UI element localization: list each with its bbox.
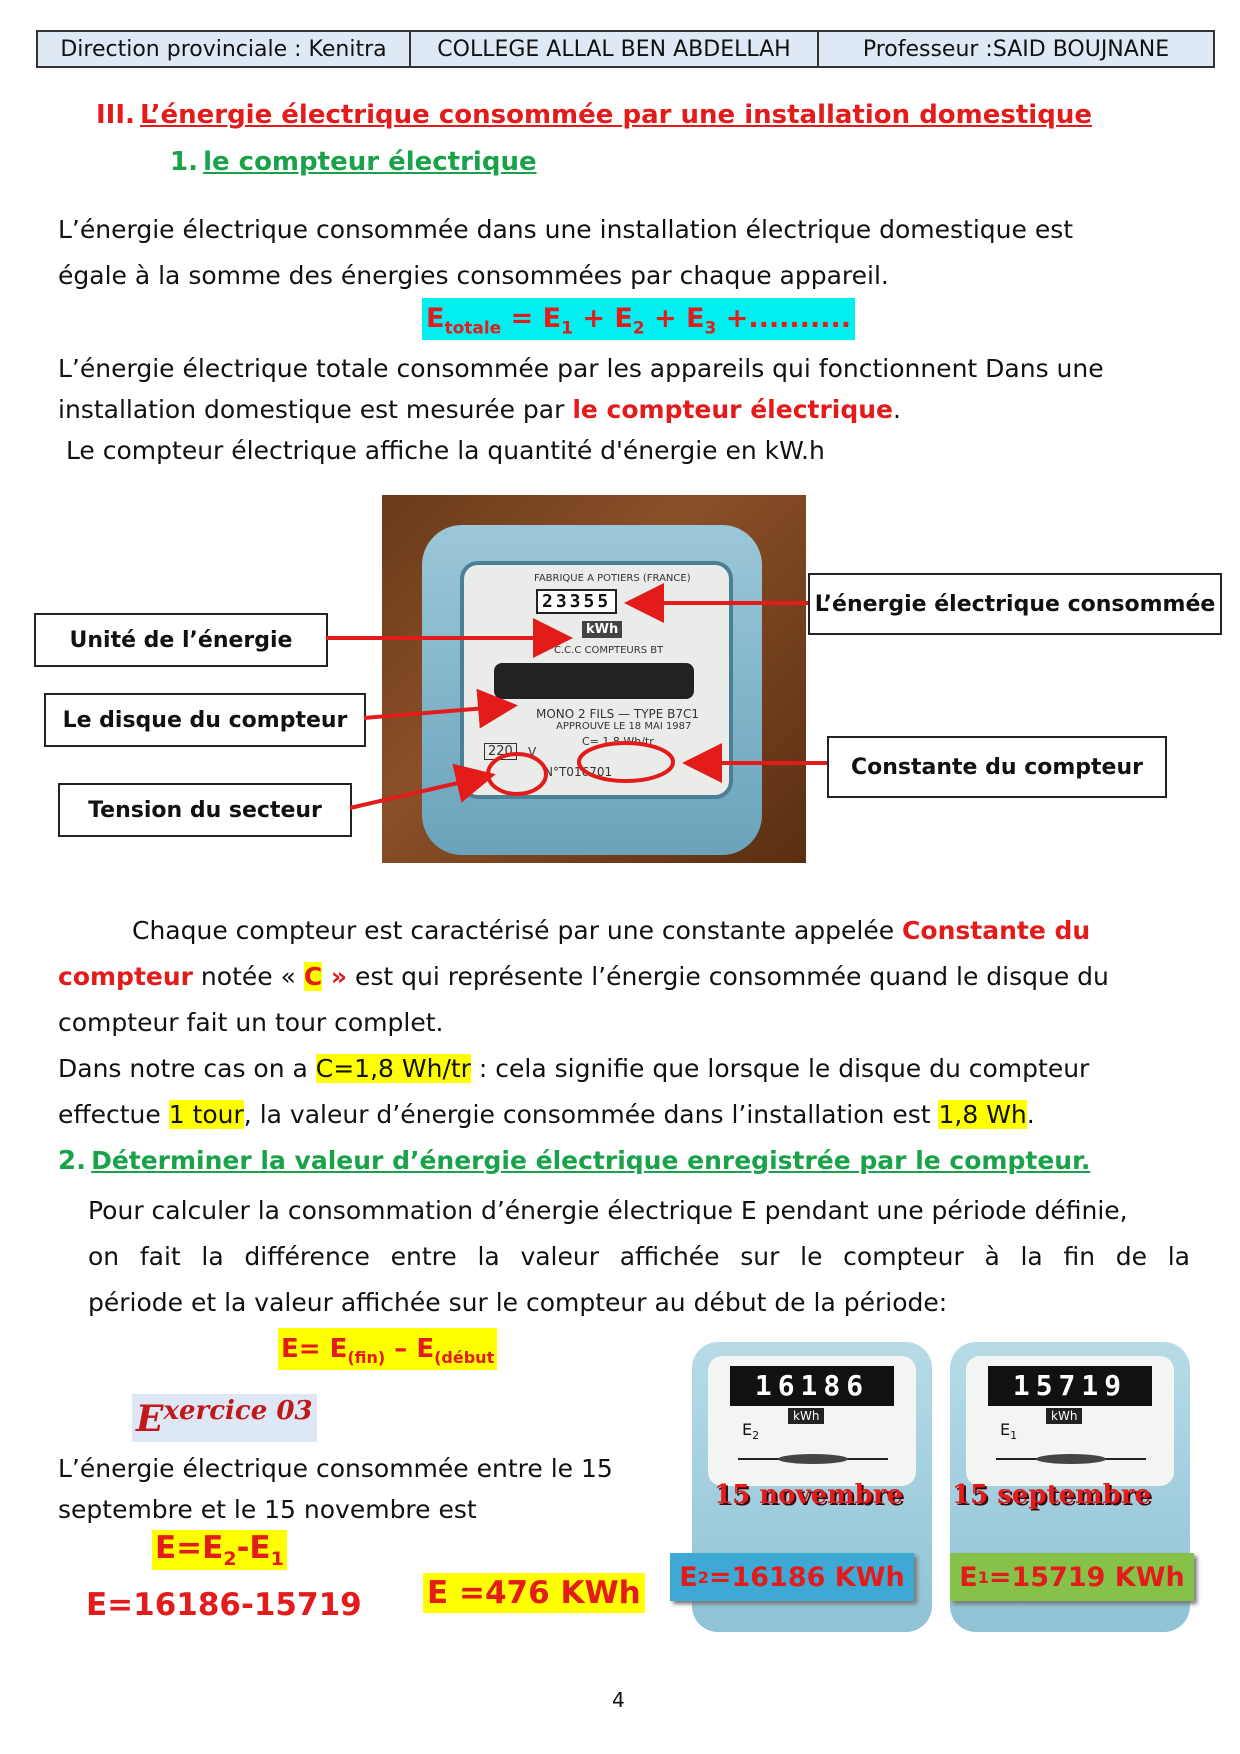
section-number: III.	[96, 100, 135, 130]
paragraph-4	[88, 1188, 1190, 1326]
result-value: E =476 KWh	[423, 1573, 645, 1613]
exercise-text-line-2: septembre et le 15 novembre est	[58, 1495, 477, 1524]
paragraph-1-line-2: égale à la somme des énergies consommées par chaque appareil.	[58, 261, 889, 290]
paragraph-3	[58, 908, 1109, 1138]
total-energy-formula: $E_{totale} = E_1 + E_2 + E_3$ +..........	[422, 298, 855, 340]
paragraph-3-line-4: Dans notre cas on a C=1,8 Wh/tr : cela signifie que lorsque le disque du compteur	[58, 1054, 1090, 1083]
label-mains-voltage: Tension du secteur	[58, 783, 352, 837]
paragraph-4-line-1: Pour calculer la consommation d’énergie électrique E pendant une période définie,	[88, 1196, 1128, 1225]
arrow-meter-disc	[364, 706, 510, 718]
paragraph-2-line-1: L’énergie électrique totale consommée par les appareils qui fonctionnent Dans une	[58, 354, 1104, 383]
page-number: 4	[612, 1688, 625, 1712]
result-formula-numeric: E=16186-15719	[86, 1587, 362, 1623]
label-energy-consumed: L’énergie électrique consommée	[808, 573, 1222, 635]
date-november: 15 novembre	[714, 1480, 904, 1510]
meter-november-counter: 16186	[730, 1366, 894, 1406]
paragraph-4-line-2: on fait la différence entre la valeur affichée sur le compteur à la fin de la	[88, 1242, 1190, 1271]
label-meter-constant: Constante du compteur	[827, 736, 1167, 798]
header-professor: Professeur :SAID BOUJNANE	[862, 36, 1170, 62]
header-direction: Direction provinciale : Kenitra	[38, 32, 411, 66]
energy-box-e1: E 1 =15719 KWh	[950, 1553, 1194, 1601]
label-energy-unit: Unité de l’énergie	[34, 613, 328, 667]
subsection-1-title: le compteur électrique	[203, 147, 537, 177]
paragraph-2-line-3: Le compteur électrique affiche la quantité d'énergie en kW.h	[58, 436, 825, 465]
arrow-mains-voltage	[350, 776, 488, 808]
constant-circle	[579, 743, 673, 781]
paragraph-2-line-2: installation domestique est mesurée par le compteur électrique.	[58, 395, 901, 424]
meter-face: FABRIQUE A POTIERS (FRANCE) 23355 kWh C.C.C COMPTEURS BT MONO 2 FILS — TYPE B7C1 APPROUVE LE 18 MAI 1987 220 V C= 1,8 Wh/tr N°T016701	[460, 561, 733, 799]
meter-september-counter: 15719	[988, 1366, 1152, 1406]
paragraph-3-line-2: compteur notée « C » est qui représente l’énergie consommée quand le disque du	[58, 962, 1109, 991]
exercise-heading: Exercice 03	[132, 1394, 317, 1442]
paragraph-1-line-1: L’énergie électrique consommée dans une installation électrique domestique est	[58, 215, 1074, 244]
header-college: COLLEGE ALLAL BEN ABDELLAH	[411, 32, 819, 66]
subsection-1-number: 1.	[170, 147, 198, 177]
voltage-circle	[488, 754, 546, 794]
exercise-text-line-1: L’énergie électrique consommée entre le 15	[58, 1454, 613, 1483]
exercise-text	[58, 1448, 613, 1530]
subsection-2-title: Déterminer la valeur d’énergie électrique enregistrée par le compteur.	[91, 1146, 1091, 1175]
meter-unit: kWh	[582, 621, 622, 638]
energy-box-e2: E 2 =16186 KWh	[670, 1553, 914, 1601]
meter-november: 16186 kWh $E_2$	[692, 1342, 932, 1632]
section-heading: L’énergie électrique consommée par une installation domestique	[140, 100, 1092, 130]
paragraph-3-line-5: effectue 1 tour, la valeur d’énergie consommée dans l’installation est 1,8 Wh.	[58, 1100, 1035, 1129]
meter-voltage: 220	[484, 743, 517, 760]
meter-constant: C= 1,8 Wh/tr	[582, 735, 654, 748]
energy-difference-formula: $E= E_{(fin)} - E_{(début}$	[278, 1328, 497, 1370]
label-meter-disc: Le disque du compteur	[44, 693, 366, 747]
paragraph-3-line-3: compteur fait un tour complet.	[58, 1008, 444, 1037]
subsection-2	[58, 1146, 1090, 1176]
result-formula-symbolic: $E=E_2-E_1$	[152, 1530, 287, 1570]
meter-september: 15719 kWh $E_1$	[950, 1342, 1190, 1632]
subsection-2-number: 2.	[58, 1146, 86, 1176]
meter-counter: 23355	[536, 589, 617, 614]
paragraph-4-line-3: période et la valeur affichée sur le compteur au début de la période:	[88, 1288, 948, 1317]
paragraph-3-line-1: Chaque compteur est caractérisé par une constante appelée Constante du	[132, 916, 1091, 945]
date-september: 15 septembre	[952, 1480, 1152, 1510]
